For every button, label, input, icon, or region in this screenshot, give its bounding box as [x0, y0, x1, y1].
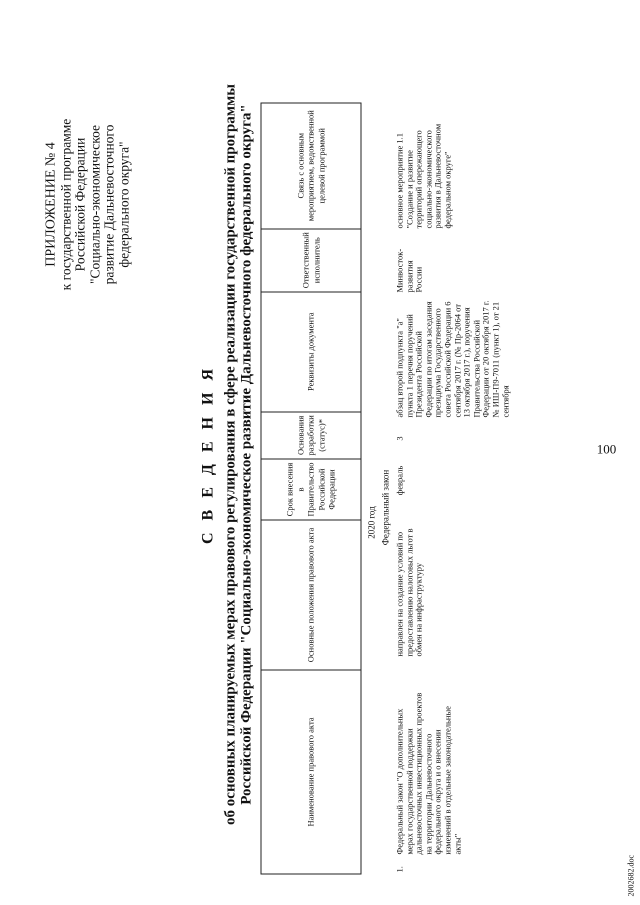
appendix-line: развитие Дальневосточного	[101, 124, 117, 285]
row-responsible: Минвосток-развития России	[394, 248, 424, 293]
title-line-1: об основных планируемых мерах правового регулирования в сфере реализации государственной программы	[222, 84, 239, 825]
appendix-block	[45, 90, 132, 320]
appendix-line: "Социально-экономическое	[87, 125, 102, 284]
header-link: Связь с основным мероприятием, ведомственной целевой программой	[261, 103, 361, 229]
document-sheet	[1, 0, 640, 905]
document-code: 2002682.doc	[626, 854, 636, 897]
row-provisions: направлен на создание условий по предоставлению налоговых льгот в обмен на инфраструктуру	[394, 528, 424, 657]
row-number: 1.	[394, 866, 405, 873]
header-term: Срок внесения в Правительство Российской Федерации	[261, 459, 361, 520]
year-label: 2020 год	[366, 506, 377, 539]
appendix-line: к государственной программе	[58, 118, 73, 291]
row-requisites: абзац второй подпункта "а" пункта 1 перечня поручений Президента Российской Федерации по итогам заседания президиума Государственного совета Российской Федерации 6 сентября 2017 г. (№ Пр-2064 от 13 октября 2017 г.), поручения Правительства Российской Федерации от 20 октября 2017 г. № ИШ-П9-7011 (пункт 1), от 21 сентября	[394, 300, 511, 418]
row-link: основное мероприятие 1.1 "Создание и развитие территорий опережающего социально-экономического развития в Дальневосточном федеральном округе"	[394, 123, 453, 229]
appendix-line: федерального округа"	[116, 141, 131, 268]
header-name: Наименование правового акта	[261, 670, 361, 874]
header-provisions: Основные положения правового акта	[261, 520, 361, 670]
section-label: Федеральный закон	[380, 469, 391, 546]
row-status: 3	[394, 436, 405, 441]
page-number: 100	[596, 441, 617, 457]
header-table	[261, 102, 362, 874]
header-responsible: Ответственный исполнитель	[261, 229, 361, 292]
appendix-line: Российской Федерации	[72, 137, 88, 272]
row-term: февраль	[394, 465, 405, 496]
header-status: Основания разработки (статус)*	[261, 412, 361, 459]
row-act-name: Федеральный закон "О дополнительных мерах государственной поддержки дальневосточных инвестиционных проектов на территории Дальневосточного федерального округа и о внесении изменений в отдельные законодательные акты"	[394, 692, 463, 855]
appendix-number: ПРИЛОЖЕНИЕ № 4	[43, 142, 59, 267]
document-title	[201, 15, 255, 895]
title-heading: С В Е Д Е Н И Я	[199, 364, 217, 545]
title-line-2: Российской Федерации "Социально-экономическое развитие Дальневосточного федерального округа"	[238, 104, 255, 805]
header-requisites: Реквизиты документа	[261, 292, 361, 412]
